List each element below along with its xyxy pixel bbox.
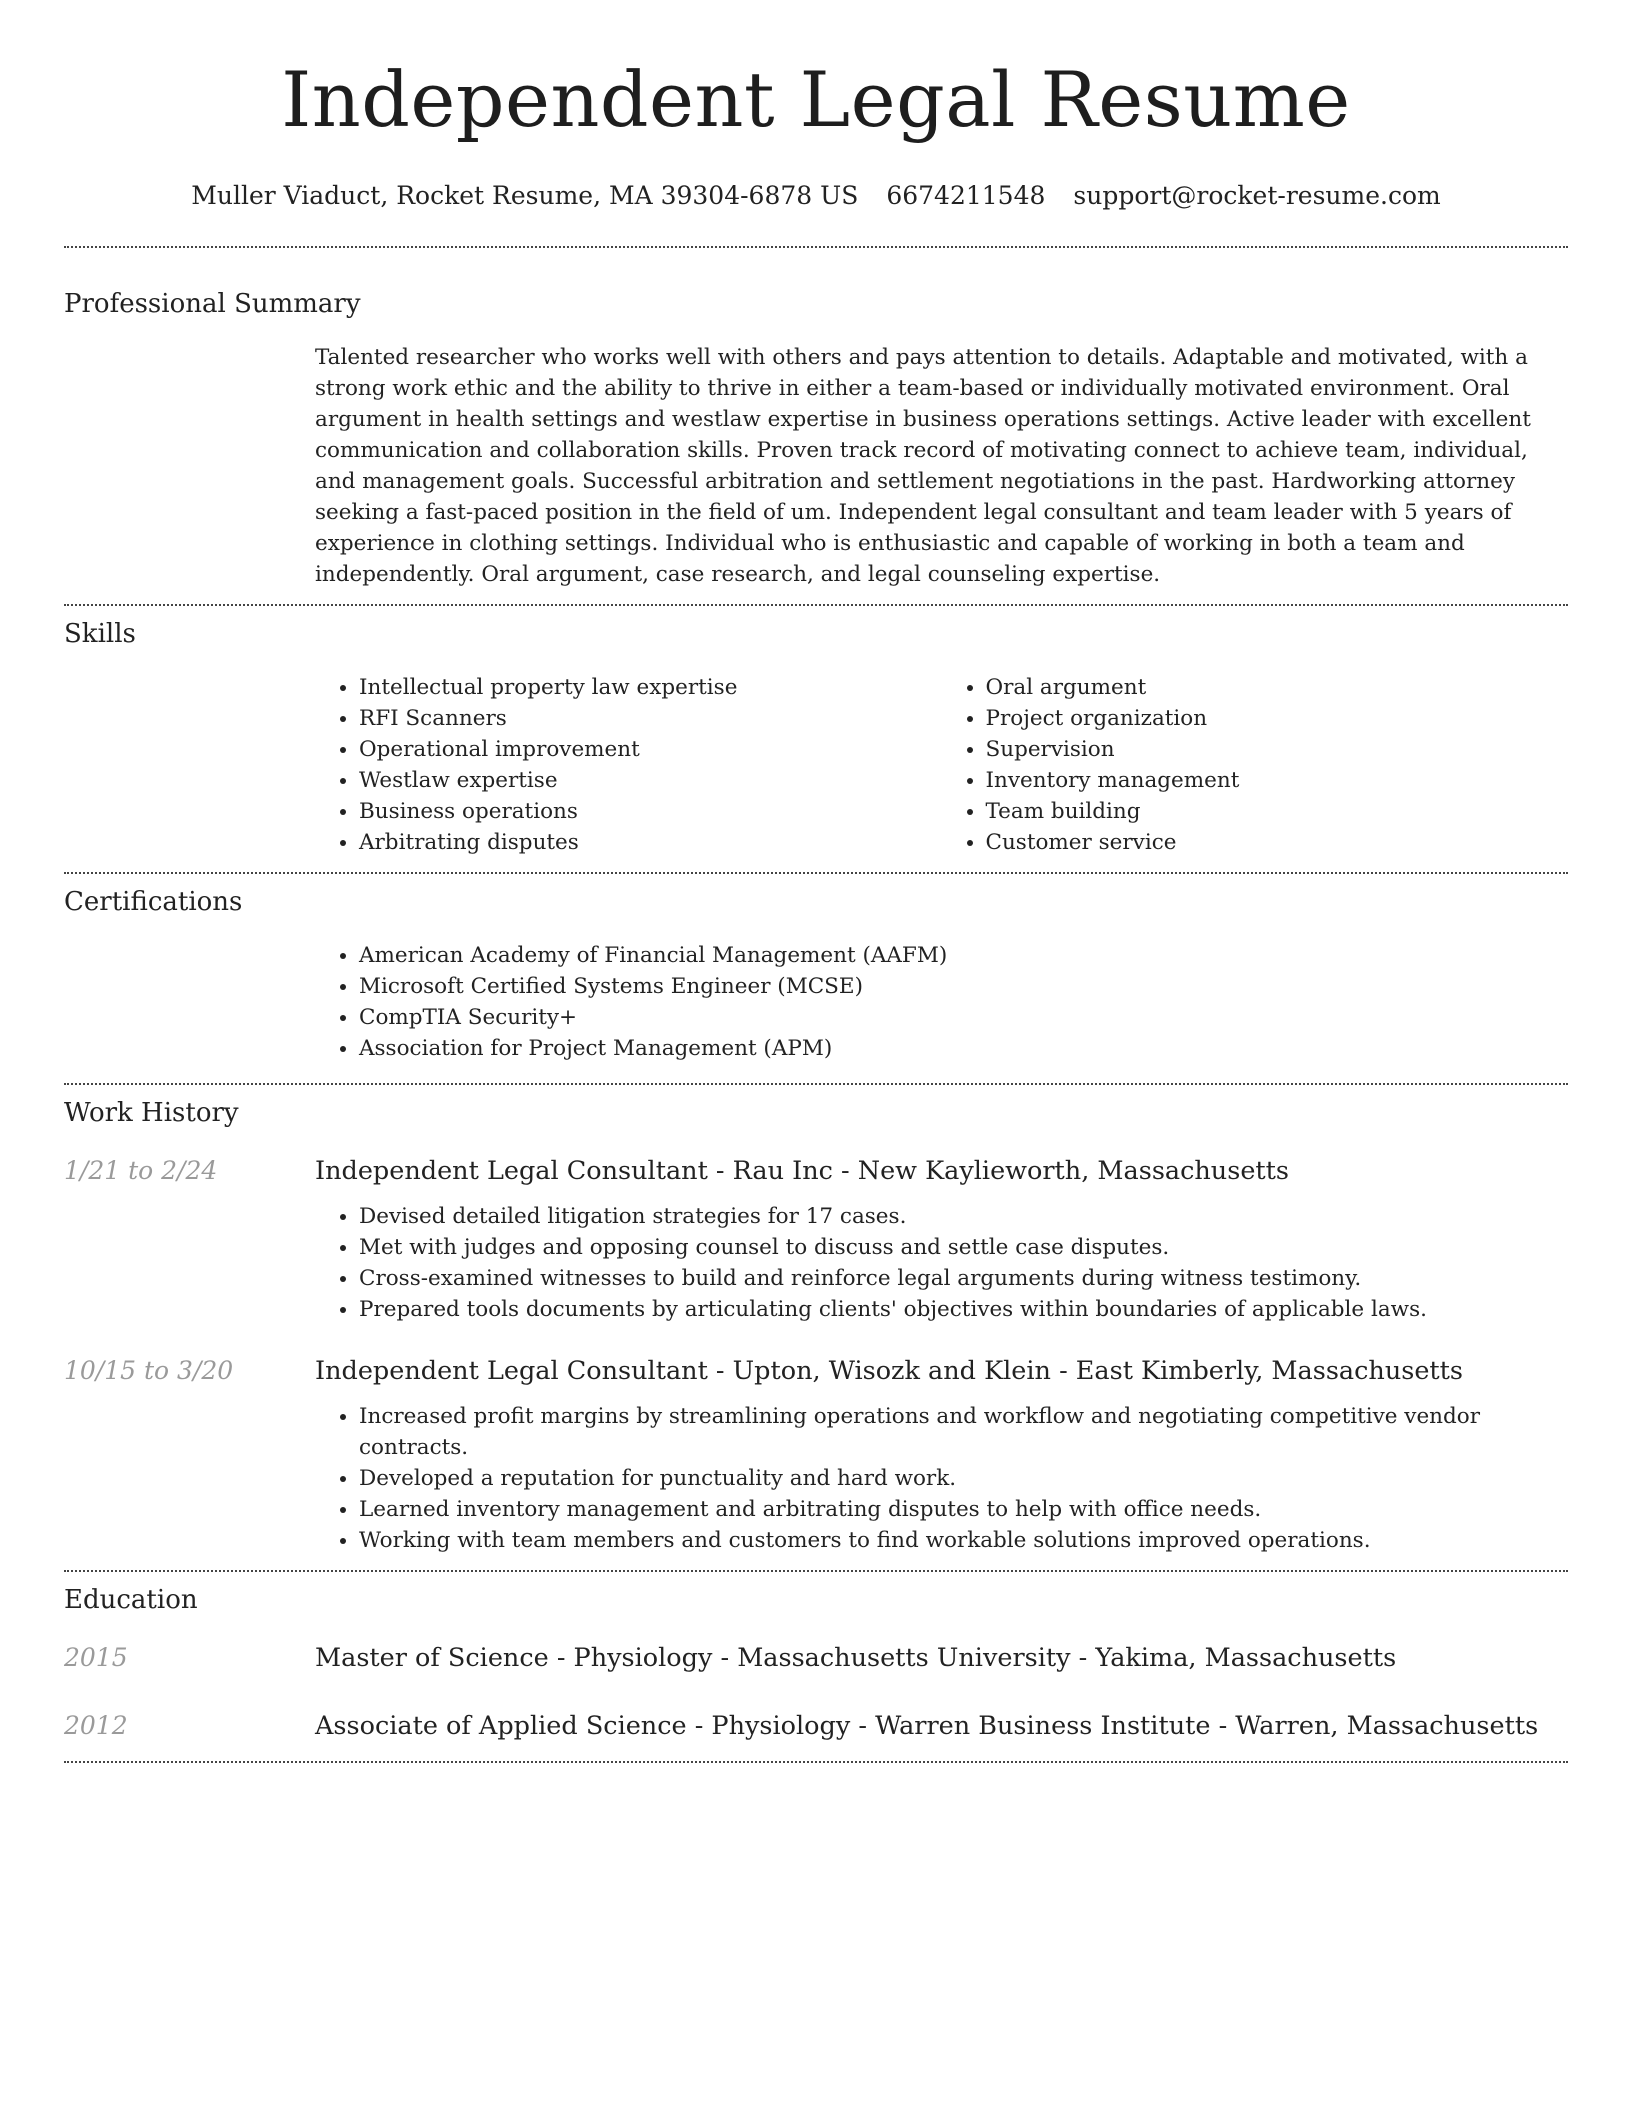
- skills-heading: Skills: [64, 619, 136, 649]
- skill-item: • Intellectual property law expertise: [359, 672, 942, 703]
- education-entry: [64, 1641, 1568, 1675]
- work-history-heading: Work History: [64, 1098, 239, 1128]
- skill-item: • Business operations: [359, 796, 942, 827]
- certification-item: • Microsoft Certified Systems Engineer (MCSE): [359, 971, 1568, 1002]
- divider: [64, 872, 1568, 874]
- education-heading: Education: [64, 1585, 198, 1615]
- skill-item: • Team building: [986, 796, 1569, 827]
- certification-item: • CompTIA Security+: [359, 1002, 1568, 1033]
- address-text: Muller Viaduct, Rocket Resume, MA 39304-6878 US: [191, 181, 859, 210]
- education-entry: [64, 1709, 1568, 1743]
- certification-item: • Association for Project Management (APM): [359, 1033, 1568, 1064]
- education-degree: Associate of Applied Science - Physiology - Warren Business Institute - Warren, Massachusetts: [315, 1711, 1539, 1741]
- education-year: 2015: [64, 1643, 128, 1672]
- job-bullet: • Learned inventory management and arbitrating disputes to help with office needs.: [359, 1494, 1568, 1525]
- job-bullet: • Increased profit margins by streamlining operations and workflow and negotiating competitive vendor contracts.: [359, 1401, 1568, 1463]
- skill-item: • Operational improvement: [359, 734, 942, 765]
- email-text: support@rocket-resume.com: [1073, 181, 1441, 210]
- certifications-section: [64, 885, 1568, 1064]
- skill-item: • Westlaw expertise: [359, 765, 942, 796]
- certification-item: • American Academy of Financial Management (AAFM): [359, 940, 1568, 971]
- job-dates: 1/21 to 2/24: [64, 1156, 218, 1185]
- resume-title: Independent Legal Resume: [281, 55, 1351, 144]
- summary-heading: Professional Summary: [64, 289, 361, 319]
- resume-page: [64, 0, 1568, 1763]
- job-bullet: • Working with team members and customers to find workable solutions improved operations.: [359, 1525, 1568, 1556]
- skill-item: • RFI Scanners: [359, 703, 942, 734]
- certifications-list: [315, 940, 1568, 1064]
- education-year: 2012: [64, 1711, 128, 1740]
- job-entry: [64, 1154, 1568, 1325]
- skills-list-right: [942, 672, 1569, 858]
- job-title: Independent Legal Consultant - Rau Inc - New Kaylieworth, Massachusetts: [315, 1156, 1289, 1186]
- job-title: Independent Legal Consultant - Upton, Wisozk and Klein - East Kimberly, Massachusetts: [315, 1356, 1464, 1386]
- education-degree: Master of Science - Physiology - Massachusetts University - Yakima, Massachusetts: [315, 1643, 1397, 1673]
- skill-item: • Inventory management: [986, 765, 1569, 796]
- skills-list-left: [315, 672, 942, 858]
- contact-line: [64, 180, 1568, 212]
- skill-item: • Customer service: [986, 827, 1569, 858]
- job-dates: 10/15 to 3/20: [64, 1356, 234, 1385]
- skill-item: • Project organization: [986, 703, 1569, 734]
- divider: [64, 246, 1568, 248]
- job-bullets: [315, 1201, 1568, 1325]
- job-entry: [64, 1354, 1568, 1556]
- job-bullets: [315, 1401, 1568, 1556]
- summary-section: [64, 287, 1568, 590]
- job-bullet: • Prepared tools documents by articulating clients' objectives within boundaries of applicable laws.: [359, 1294, 1568, 1325]
- phone-text: 6674211548: [886, 181, 1046, 210]
- job-bullet: • Developed a reputation for punctuality and hard work.: [359, 1463, 1568, 1494]
- divider: [64, 604, 1568, 606]
- summary-text: Talented researcher who works well with others and pays attention to details. Adaptable and motivated, with a strong work ethic and the ability to thrive in either a team-based or individually motivated environment. Oral argument in health settings and westlaw expertise in business operations settings. Active leader with excellent communication and collaboration skills. Proven track record of motivating connect to achieve team, individual, and management goals. Successful arbitration and settlement negotiations in the past. Hardworking attorney seeking a fast-paced position in the field of um. Independent legal consultant and team leader with 5 years of experience in clothing settings. Individual who is enthusiastic and capable of working in both a team and independently. Oral argument, case research, and legal counseling expertise.: [315, 345, 1531, 587]
- skill-item: • Arbitrating disputes: [359, 827, 942, 858]
- certifications-heading: Certifications: [64, 887, 243, 917]
- divider: [64, 1761, 1568, 1763]
- job-bullet: • Cross-examined witnesses to build and reinforce legal arguments during witness testimony.: [359, 1263, 1568, 1294]
- divider: [64, 1083, 1568, 1085]
- skill-item: • Supervision: [986, 734, 1569, 765]
- divider: [64, 1570, 1568, 1572]
- work-history-section: [64, 1096, 1568, 1556]
- skill-item: • Oral argument: [986, 672, 1569, 703]
- skills-section: [64, 617, 1568, 858]
- job-bullet: • Met with judges and opposing counsel to discuss and settle case disputes.: [359, 1232, 1568, 1263]
- education-section: [64, 1583, 1568, 1743]
- job-bullet: • Devised detailed litigation strategies for 17 cases.: [359, 1201, 1568, 1232]
